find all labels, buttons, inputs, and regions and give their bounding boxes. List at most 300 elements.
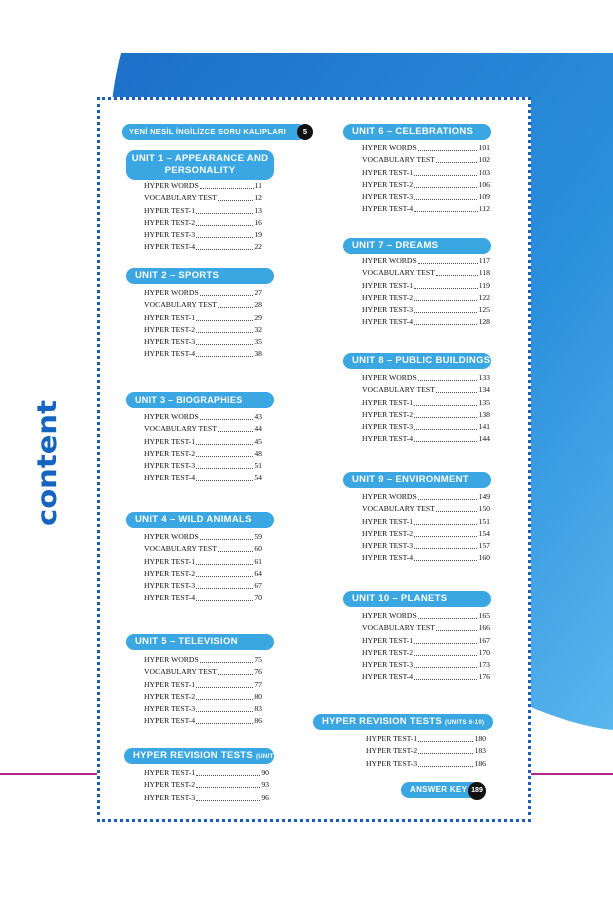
- toc-entry-page: 70: [254, 593, 262, 603]
- toc-entry-label: HYPER TEST-2: [144, 568, 196, 578]
- dot-leader: [414, 429, 477, 430]
- toc-entry[interactable]: [144, 653, 262, 665]
- unit-4-list: [144, 530, 262, 603]
- toc-entry[interactable]: [362, 551, 490, 563]
- toc-entry[interactable]: [144, 766, 269, 778]
- toc-entry[interactable]: [144, 422, 262, 434]
- dot-leader: [414, 211, 478, 212]
- dot-leader: [196, 456, 253, 457]
- toc-entry[interactable]: [366, 744, 486, 756]
- toc-entry-label: HYPER TEST-2: [144, 691, 196, 701]
- toc-entry[interactable]: [362, 165, 490, 177]
- toc-entry-label: HYPER WORDS: [144, 412, 199, 422]
- toc-entry-page: 176: [478, 672, 490, 682]
- toc-entry-page: 138: [478, 409, 490, 419]
- toc-entry[interactable]: [144, 471, 262, 483]
- toc-entry-label: VOCABULARY TEST: [144, 193, 217, 203]
- toc-entry-label: HYPER TEST-4: [362, 204, 414, 214]
- unit-8-list: [362, 371, 490, 444]
- toc-entry[interactable]: [362, 621, 490, 633]
- dot-leader: [196, 800, 260, 801]
- unit-2-title: UNIT 2 – SPORTS: [135, 270, 220, 281]
- toc-entry[interactable]: [144, 323, 262, 335]
- toc-entry-page: 150: [478, 504, 490, 514]
- dot-leader: [436, 511, 478, 512]
- dot-leader: [414, 175, 477, 176]
- toc-entry[interactable]: [144, 447, 262, 459]
- toc-entry[interactable]: [144, 410, 262, 422]
- toc-entry[interactable]: [144, 347, 262, 359]
- toc-entry[interactable]: [144, 579, 262, 591]
- accent-line-right: [529, 773, 613, 775]
- dot-leader: [414, 548, 477, 549]
- unit-6-list: [362, 141, 490, 214]
- toc-entry-page: 80: [254, 691, 262, 701]
- toc-entry-label: HYPER TEST-1: [362, 167, 414, 177]
- toc-entry[interactable]: [362, 408, 490, 420]
- toc-entry-label: HYPER TEST-1: [144, 556, 196, 566]
- toc-entry-label: HYPER WORDS: [362, 611, 417, 621]
- toc-entry[interactable]: [144, 690, 262, 702]
- toc-entry-label: HYPER TEST-1: [362, 516, 414, 526]
- revision-b-header[interactable]: [313, 714, 493, 730]
- toc-entry-page: 45: [254, 436, 262, 446]
- toc-entry-label: HYPER TEST-1: [144, 312, 196, 322]
- dot-leader: [196, 249, 253, 250]
- toc-entry-label: HYPER TEST-2: [362, 179, 414, 189]
- toc-entry[interactable]: [362, 266, 490, 278]
- toc-entry-label: HYPER TEST-3: [144, 229, 196, 239]
- dot-leader: [196, 775, 260, 776]
- dot-leader: [196, 468, 253, 469]
- dot-leader: [218, 200, 253, 201]
- toc-entry-page: 135: [478, 397, 490, 407]
- unit-6-title: UNIT 6 – CELEBRATIONS: [352, 126, 474, 137]
- answer-key-label: ANSWER KEY: [410, 785, 468, 794]
- toc-entry[interactable]: [362, 670, 490, 682]
- toc-entry-label: HYPER WORDS: [362, 492, 417, 502]
- toc-entry[interactable]: [362, 141, 490, 153]
- unit-8-title: UNIT 8 – PUBLIC BUILDINGS: [352, 355, 491, 366]
- toc-entry-label: HYPER TEST-2: [144, 324, 196, 334]
- toc-entry[interactable]: [144, 459, 262, 471]
- unit-1-list: [144, 179, 262, 252]
- unit-2-header[interactable]: [126, 268, 274, 284]
- toc-entry-page: 28: [254, 300, 262, 310]
- toc-entry-page: 106: [478, 179, 490, 189]
- dot-leader: [196, 723, 253, 724]
- dot-leader: [200, 539, 254, 540]
- toc-entry-page: 35: [254, 336, 262, 346]
- toc-entry-page: 90: [261, 768, 269, 778]
- toc-entry[interactable]: [366, 732, 486, 744]
- toc-entry-page: 76: [254, 667, 262, 677]
- toc-entry-label: HYPER WORDS: [144, 181, 199, 191]
- toc-entry[interactable]: [362, 303, 490, 315]
- toc-entry-page: 141: [478, 421, 490, 431]
- toc-entry-page: 16: [254, 217, 262, 227]
- toc-entry-page: 144: [478, 434, 490, 444]
- toc-entry-page: 93: [261, 780, 269, 790]
- dot-leader: [414, 312, 477, 313]
- toc-entry-page: 173: [478, 659, 490, 669]
- toc-entry[interactable]: [362, 202, 490, 214]
- toc-entry-label: HYPER TEST-4: [362, 434, 414, 444]
- toc-entry-page: 183: [474, 746, 486, 756]
- toc-entry[interactable]: [144, 530, 262, 542]
- toc-entry-page: 118: [478, 268, 490, 278]
- dot-leader: [196, 588, 253, 589]
- toc-entry-label: HYPER TEST-1: [144, 768, 196, 778]
- dot-leader: [196, 444, 253, 445]
- toc-entry-page: 134: [478, 385, 490, 395]
- toc-entry[interactable]: [144, 665, 262, 677]
- toc-entry-page: 11: [254, 181, 262, 191]
- revision-a-header[interactable]: [124, 748, 292, 764]
- toc-entry-label: HYPER WORDS: [362, 373, 417, 383]
- dot-leader: [414, 187, 477, 188]
- toc-entry-page: 51: [254, 460, 262, 470]
- toc-entry-page: 22: [254, 242, 262, 252]
- toc-entry-label: HYPER TEST-2: [362, 292, 414, 302]
- dot-leader: [218, 431, 253, 432]
- toc-entry[interactable]: [144, 542, 262, 554]
- dot-leader: [418, 753, 473, 754]
- dot-leader: [196, 237, 253, 238]
- toc-entry[interactable]: [362, 502, 490, 514]
- unit-4-header[interactable]: [126, 512, 274, 528]
- dot-leader: [196, 480, 253, 481]
- toc-entry-label: HYPER TEST-3: [362, 304, 414, 314]
- toc-entry-label: VOCABULARY TEST: [362, 504, 435, 514]
- toc-entry[interactable]: [144, 286, 262, 298]
- toc-entry-label: HYPER TEST-4: [362, 317, 414, 327]
- toc-entry[interactable]: [362, 658, 490, 670]
- toc-entry[interactable]: [362, 291, 490, 303]
- dot-leader: [196, 344, 253, 345]
- intro-header[interactable]: [122, 124, 306, 140]
- toc-entry[interactable]: [144, 216, 262, 228]
- unit-7-list: [362, 254, 490, 327]
- toc-entry[interactable]: [144, 554, 262, 566]
- revision-b-range: (UNITS 6-10): [444, 720, 485, 726]
- toc-entry[interactable]: [144, 298, 262, 310]
- unit-7-title: UNIT 7 – DREAMS: [352, 240, 439, 251]
- toc-entry-label: HYPER TEST-4: [144, 349, 196, 359]
- toc-entry-page: 103: [478, 167, 490, 177]
- unit-5-list: [144, 653, 262, 726]
- revision-a-title: HYPER REVISION TESTS: [133, 750, 254, 761]
- toc-entry-page: 102: [478, 155, 490, 165]
- toc-entry-label: HYPER TEST-4: [144, 716, 196, 726]
- toc-entry-page: 166: [478, 623, 490, 633]
- toc-entry-page: 61: [254, 556, 262, 566]
- toc-entry-label: HYPER WORDS: [144, 655, 199, 665]
- unit-4-title: UNIT 4 – WILD ANIMALS: [135, 514, 252, 525]
- toc-entry[interactable]: [144, 778, 269, 790]
- toc-entry-label: VOCABULARY TEST: [144, 667, 217, 677]
- toc-entry-label: HYPER TEST-1: [362, 635, 414, 645]
- toc-entry-label: HYPER TEST-2: [362, 647, 414, 657]
- toc-entry-page: 109: [478, 191, 490, 201]
- toc-entry-label: HYPER TEST-4: [144, 593, 196, 603]
- toc-entry-page: 43: [254, 412, 262, 422]
- toc-entry-page: 119: [478, 280, 490, 290]
- intro-header-label: YENİ NESİL İNGİLİZCE SORU KALIPLARI: [129, 127, 287, 136]
- toc-entry[interactable]: [362, 646, 490, 658]
- unit-8-header[interactable]: [343, 353, 491, 369]
- dot-leader: [414, 667, 477, 668]
- dot-leader: [218, 551, 253, 552]
- toc-entry-label: HYPER TEST-3: [144, 703, 196, 713]
- toc-entry[interactable]: [144, 677, 262, 689]
- toc-entry-label: HYPER WORDS: [144, 532, 199, 542]
- toc-entry[interactable]: [362, 514, 490, 526]
- unit-2-list: [144, 286, 262, 359]
- toc-entry-page: 86: [254, 716, 262, 726]
- unit-10-title: UNIT 10 – PLANETS: [352, 593, 448, 604]
- toc-entry-page: 154: [478, 528, 490, 538]
- toc-entry-page: 29: [254, 312, 262, 322]
- revision-b-list: [366, 732, 486, 769]
- toc-entry[interactable]: [362, 190, 490, 202]
- dot-leader: [196, 699, 253, 700]
- toc-entry-label: HYPER TEST-4: [362, 553, 414, 563]
- dot-leader: [196, 787, 260, 788]
- toc-entry-page: 101: [478, 143, 490, 153]
- dot-leader: [418, 741, 473, 742]
- toc-entry-label: HYPER TEST-2: [366, 746, 418, 756]
- toc-entry-page: 75: [254, 655, 262, 665]
- dot-leader: [436, 392, 478, 393]
- dot-leader: [414, 643, 477, 644]
- dot-leader: [414, 405, 477, 406]
- dot-leader: [196, 576, 253, 577]
- accent-line-left: [0, 773, 99, 775]
- dot-leader: [418, 263, 478, 264]
- toc-entry-label: HYPER TEST-3: [144, 336, 196, 346]
- dot-leader: [436, 275, 478, 276]
- toc-entry[interactable]: [144, 335, 262, 347]
- toc-entry-page: 60: [254, 544, 262, 554]
- toc-entry-page: 12: [254, 193, 262, 203]
- toc-entry[interactable]: [362, 527, 490, 539]
- toc-entry[interactable]: [144, 228, 262, 240]
- dot-leader: [418, 499, 478, 500]
- toc-entry-label: HYPER TEST-2: [362, 528, 414, 538]
- toc-entry-label: HYPER TEST-4: [144, 242, 196, 252]
- toc-entry-label: HYPER TEST-1: [144, 679, 196, 689]
- toc-entry-page: 96: [261, 792, 269, 802]
- toc-entry-page: 38: [254, 349, 262, 359]
- toc-entry-page: 125: [478, 304, 490, 314]
- toc-entry-page: 151: [478, 516, 490, 526]
- side-title-text: content: [32, 408, 63, 526]
- dot-leader: [196, 356, 253, 357]
- revision-a-range: (UNITS 1-5): [255, 754, 292, 760]
- dot-leader: [414, 199, 477, 200]
- toc-entry[interactable]: [144, 310, 262, 322]
- unit-5-title: UNIT 5 – TELEVISION: [135, 636, 238, 647]
- dot-leader: [196, 225, 253, 226]
- toc-entry[interactable]: [144, 191, 262, 203]
- toc-entry-label: HYPER TEST-3: [362, 191, 414, 201]
- toc-entry[interactable]: [362, 153, 490, 165]
- toc-entry-page: 64: [254, 568, 262, 578]
- toc-entry[interactable]: [362, 278, 490, 290]
- toc-entry-page: 112: [478, 204, 490, 214]
- dot-leader: [418, 150, 478, 151]
- toc-entry-label: HYPER TEST-3: [366, 758, 418, 768]
- toc-entry-label: HYPER TEST-4: [362, 672, 414, 682]
- unit-9-title: UNIT 9 – ENVIRONMENT: [352, 474, 469, 485]
- toc-entry[interactable]: [144, 714, 262, 726]
- dot-leader: [414, 536, 477, 537]
- toc-entry-label: HYPER TEST-1: [362, 280, 414, 290]
- toc-entry-page: 133: [478, 373, 490, 383]
- toc-entry[interactable]: [144, 240, 262, 252]
- toc-entry[interactable]: [362, 420, 490, 432]
- toc-entry[interactable]: [362, 178, 490, 190]
- dot-leader: [218, 674, 253, 675]
- toc-entry[interactable]: [144, 434, 262, 446]
- dot-leader: [414, 560, 477, 561]
- unit-9-list: [362, 490, 490, 563]
- revision-b-title: HYPER REVISION TESTS: [322, 716, 443, 727]
- dot-leader: [218, 307, 253, 308]
- toc-entry-label: HYPER TEST-3: [362, 540, 414, 550]
- unit-3-header[interactable]: [126, 392, 274, 408]
- toc-entry-label: VOCABULARY TEST: [144, 300, 217, 310]
- unit-9-header[interactable]: [343, 472, 491, 488]
- toc-entry[interactable]: [362, 315, 490, 327]
- toc-entry[interactable]: [362, 371, 490, 383]
- toc-entry[interactable]: [362, 609, 490, 621]
- toc-entry[interactable]: [362, 539, 490, 551]
- toc-entry-label: VOCABULARY TEST: [362, 385, 435, 395]
- toc-entry-label: HYPER WORDS: [362, 143, 417, 153]
- dot-leader: [200, 295, 254, 296]
- dot-leader: [196, 687, 253, 688]
- toc-entry-page: 48: [254, 448, 262, 458]
- toc-entry-page: 27: [254, 288, 262, 298]
- toc-entry-page: 170: [478, 647, 490, 657]
- toc-entry-label: HYPER TEST-3: [144, 460, 196, 470]
- toc-entry[interactable]: [362, 490, 490, 502]
- toc-entry[interactable]: [362, 432, 490, 444]
- dot-leader: [414, 524, 477, 525]
- toc-entry-page: 83: [254, 703, 262, 713]
- dot-leader: [196, 711, 253, 712]
- side-title: [6, 398, 66, 528]
- toc-entry[interactable]: [362, 395, 490, 407]
- toc-entry-page: 160: [478, 553, 490, 563]
- dot-leader: [200, 662, 254, 663]
- dot-leader: [196, 332, 253, 333]
- toc-entry-page: 167: [478, 635, 490, 645]
- dot-leader: [196, 320, 253, 321]
- toc-entry-label: HYPER TEST-1: [144, 436, 196, 446]
- toc-entry[interactable]: [362, 254, 490, 266]
- dot-leader: [200, 188, 254, 189]
- dot-leader: [414, 655, 477, 656]
- toc-entry-label: HYPER WORDS: [144, 288, 199, 298]
- unit-5-header[interactable]: [126, 634, 274, 650]
- unit-7-header[interactable]: [343, 238, 491, 254]
- dot-leader: [418, 380, 478, 381]
- toc-entry-label: HYPER TEST-1: [366, 734, 418, 744]
- toc-entry-page: 165: [478, 611, 490, 621]
- unit-1-title-line2: PERSONALITY: [164, 165, 236, 176]
- toc-entry-label: HYPER TEST-1: [362, 397, 414, 407]
- dot-leader: [196, 213, 253, 214]
- toc-entry-label: HYPER TEST-2: [144, 780, 196, 790]
- toc-entry-page: 59: [254, 532, 262, 542]
- revision-a-list: [144, 766, 269, 803]
- toc-entry[interactable]: [366, 756, 486, 768]
- toc-entry-label: HYPER WORDS: [362, 256, 417, 266]
- toc-entry-page: 54: [254, 473, 262, 483]
- toc-entry[interactable]: [144, 567, 262, 579]
- unit-1-header[interactable]: [126, 150, 274, 180]
- toc-entry-page: 77: [254, 679, 262, 689]
- toc-entry-page: 67: [254, 580, 262, 590]
- toc-entry-page: 149: [478, 492, 490, 502]
- dot-leader: [414, 300, 477, 301]
- toc-entry-label: HYPER TEST-3: [362, 659, 414, 669]
- toc-entry-page: 117: [478, 256, 490, 266]
- toc-entry[interactable]: [144, 702, 262, 714]
- dot-leader: [436, 630, 478, 631]
- toc-entry-label: HYPER TEST-2: [144, 448, 196, 458]
- toc-entry-page: 128: [478, 317, 490, 327]
- toc-entry-page: 157: [478, 540, 490, 550]
- dot-leader: [414, 441, 477, 442]
- toc-entry-page: 122: [478, 292, 490, 302]
- dot-leader: [414, 324, 477, 325]
- toc-entry[interactable]: [144, 790, 269, 802]
- toc-entry-label: VOCABULARY TEST: [362, 155, 435, 165]
- intro-page-badge: 5: [297, 124, 313, 140]
- toc-entry[interactable]: [362, 383, 490, 395]
- unit-1-title-line1: UNIT 1 – APPEARANCE AND: [131, 153, 269, 164]
- toc-entry-page: 44: [254, 424, 262, 434]
- toc-entry[interactable]: [144, 179, 262, 191]
- unit-6-header[interactable]: [343, 124, 491, 140]
- unit-3-title: UNIT 3 – BIOGRAPHIES: [135, 395, 243, 405]
- toc-entry[interactable]: [144, 203, 262, 215]
- toc-entry-page: 19: [254, 229, 262, 239]
- toc-entry[interactable]: [362, 633, 490, 645]
- toc-entry-label: HYPER TEST-2: [144, 217, 196, 227]
- unit-10-header[interactable]: [343, 591, 491, 607]
- dot-leader: [414, 417, 477, 418]
- toc-entry-page: 32: [254, 324, 262, 334]
- dot-leader: [436, 162, 478, 163]
- toc-entry-page: 186: [474, 758, 486, 768]
- dot-leader: [196, 564, 253, 565]
- toc-entry-page: 13: [254, 205, 262, 215]
- dot-leader: [414, 288, 478, 289]
- dot-leader: [196, 600, 253, 601]
- toc-entry-label: HYPER TEST-3: [362, 421, 414, 431]
- toc-entry[interactable]: [144, 591, 262, 603]
- toc-entry-page: 180: [474, 734, 486, 744]
- unit-10-list: [362, 609, 490, 682]
- toc-entry-label: HYPER TEST-1: [144, 205, 196, 215]
- toc-entry-label: HYPER TEST-3: [144, 580, 196, 590]
- dot-leader: [418, 618, 478, 619]
